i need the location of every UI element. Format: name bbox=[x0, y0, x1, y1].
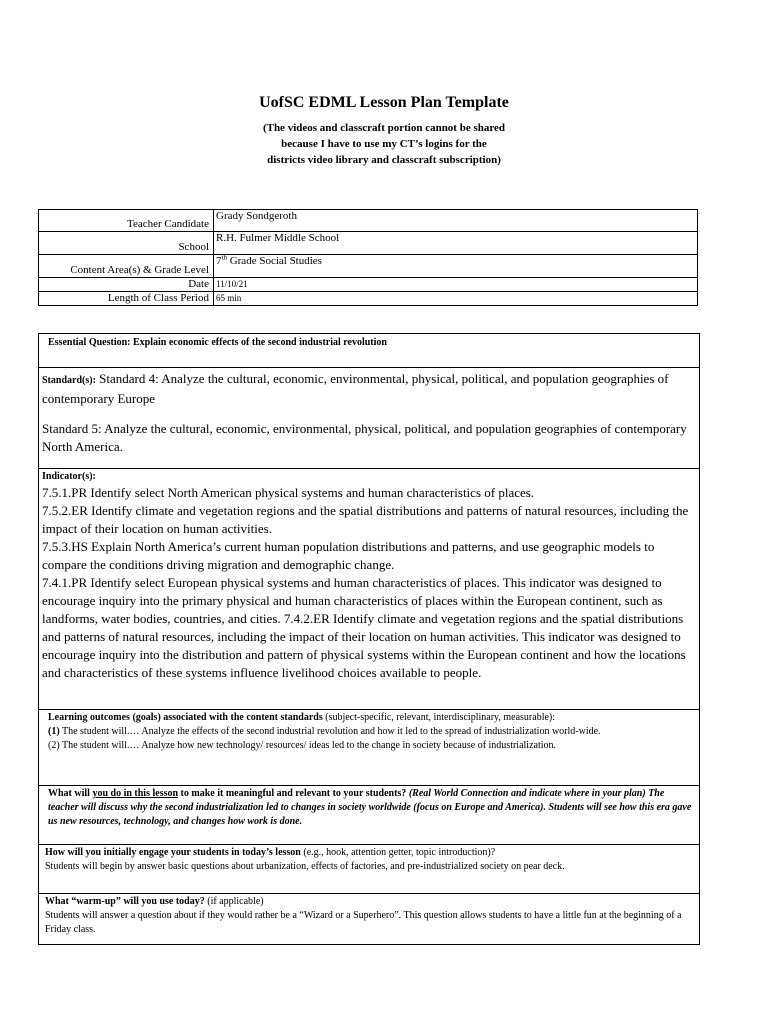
what-will-response: (Real World Connection and indicate where in your plan) The teacher will discuss why the second industrialization led to changes in society worldwide (focus on Europe and America). Students will see how this era gave us new resources, technology, and changes how work is done. bbox=[48, 788, 692, 827]
subtitle-line: districts video library and classcraft subscription) bbox=[267, 154, 501, 166]
content-value bbox=[214, 255, 698, 278]
learning-outcomes-section bbox=[39, 710, 699, 786]
page-subtitle bbox=[170, 120, 598, 168]
outcome-1-text: The student will.… Analyze the effects of the second industrial revolution and how it led to the spread of industrialization world-wide. bbox=[59, 726, 601, 737]
school-value: R.H. Fulmer Middle School bbox=[214, 232, 698, 255]
indicator-item: 7.5.1.PR Identify select North American physical systems and human characteristics of places. bbox=[42, 485, 535, 500]
lesson-plan-table bbox=[38, 333, 700, 945]
standard-5: Standard 5: Analyze the cultural, economic, environmental, physical, political, and population geographies of contemporary North America. bbox=[42, 421, 687, 454]
content-grade-suffix: th bbox=[221, 253, 227, 262]
meaningful-relevance-section bbox=[39, 786, 699, 845]
indicator-item: 7.5.3.HS Explain North America’s current human population distributions and patterns, and use geographic models to compare the conditions driving migration and demographic change. bbox=[42, 539, 655, 572]
content-label: Content Area(s) & Grade Level bbox=[39, 255, 214, 278]
what-will-part1: What will bbox=[48, 788, 93, 799]
subtitle-line: because I have to use my CT’s logins for the bbox=[281, 138, 487, 150]
outcome-item: (2) The student will.… Analyze how new technology/ resources/ ideas led to the change in society because of industrialization. bbox=[48, 740, 557, 751]
outcome-item bbox=[48, 725, 697, 739]
content-grade-number: 7 bbox=[216, 255, 222, 267]
learning-outcomes-label: Learning outcomes (goals) associated with the content standards bbox=[48, 712, 323, 723]
teacher-value: Grady Sondgeroth bbox=[214, 210, 698, 232]
info-row-teacher bbox=[39, 210, 698, 232]
engage-text: Students will begin by answer basic questions about urbanization, effects of factories, and pre-industrialized society on pear deck. bbox=[45, 861, 565, 872]
lesson-info-table bbox=[38, 209, 698, 306]
subtitle-line: (The videos and classcraft portion cannot be shared bbox=[262, 122, 506, 134]
what-will-part2: to make it meaningful and relevant to your students? bbox=[178, 788, 409, 799]
essential-question: Essential Question: Explain economic effects of the second industrial revolution bbox=[39, 334, 699, 368]
page-title: UofSC EDML Lesson Plan Template bbox=[259, 94, 509, 111]
what-will-underlined: you do in this lesson bbox=[92, 788, 179, 799]
outcome-1-number: (1) bbox=[48, 726, 60, 737]
warmup-section bbox=[39, 894, 699, 944]
date-label: Date bbox=[39, 278, 214, 292]
engage-note: (e.g., hook, attention getter, topic introduction)? bbox=[300, 847, 496, 858]
info-row-length bbox=[39, 292, 698, 306]
indicators-label: Indicator(s): bbox=[42, 471, 96, 482]
indicators-section bbox=[39, 469, 699, 710]
engagement-section bbox=[39, 845, 699, 894]
warmup-note: (if applicable) bbox=[204, 896, 264, 907]
school-label: School bbox=[39, 232, 214, 255]
warmup-label: What “warm-up” will you use today? bbox=[45, 896, 205, 907]
indicator-item: 7.4.1.PR Identify select European physical systems and human characteristics of places. This indicator was designed to encourage inquiry into the primary physical and human characteristics of places within the European continent, such as landforms, water bodies, countries, and cities. 7.4.2.ER Identify climate and vegetation regions and the spatial distributions and patterns of natural resources, including the impact of their location on human activities. This indicator was designed to encourage inquiry into the distribution and pattern of physical systems within the European continent and how the locations and characteristics of these systems influence livelihood choices available to people. bbox=[42, 575, 686, 680]
length-label: Length of Class Period bbox=[39, 292, 214, 306]
info-row-date bbox=[39, 278, 698, 292]
info-row-school bbox=[39, 232, 698, 255]
date-value: 11/10/21 bbox=[214, 278, 698, 292]
info-row-content bbox=[39, 255, 698, 278]
indicator-item: 7.5.2.ER Identify climate and vegetation regions and the spatial distributions and patterns of natural resources, including the impact of their location on human activities. bbox=[42, 503, 689, 536]
standards-label: Standard(s): bbox=[42, 375, 96, 386]
standards-section bbox=[39, 368, 699, 469]
content-grade-subject: Grade Social Studies bbox=[226, 255, 322, 267]
length-value: 65 min bbox=[214, 292, 698, 306]
warmup-text: Students will answer a question about if they would rather be a “Wizard or a Superhero”. This question allows students to have a little fun at the beginning of a Friday class. bbox=[45, 910, 682, 935]
learning-outcomes-note: (subject-specific, relevant, interdisciplinary, measurable): bbox=[322, 712, 556, 723]
teacher-label: Teacher Candidate bbox=[39, 210, 214, 232]
standard-4: Standard 4: Analyze the cultural, economic, environmental, physical, political, and population geographies of contemporary Europe bbox=[42, 371, 669, 406]
engage-label: How will you initially engage your students in today’s lesson bbox=[45, 847, 301, 858]
